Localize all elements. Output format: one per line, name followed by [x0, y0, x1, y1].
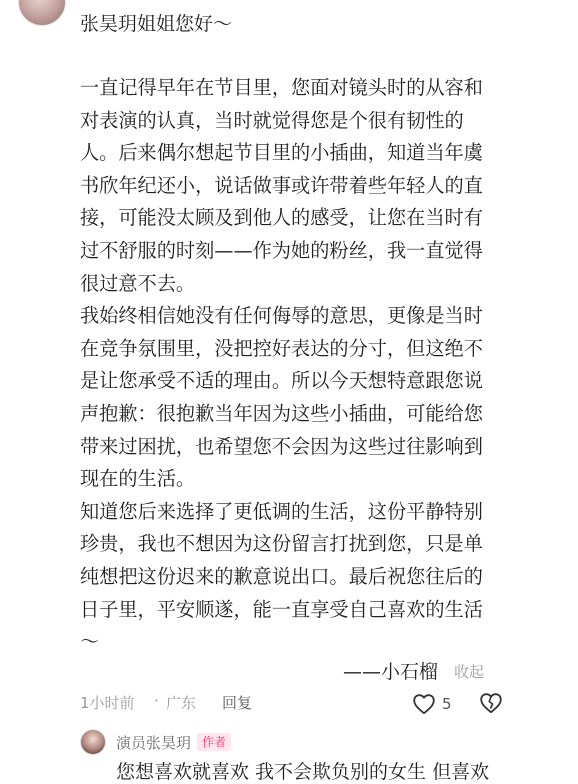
- meta-separator: ·: [154, 692, 159, 710]
- comment-line: 现在的生活。: [80, 467, 196, 491]
- comment-signature: ——小石榴: [342, 661, 438, 683]
- heart-outline-icon: [412, 693, 436, 715]
- comment-paragraph: [80, 72, 550, 300]
- signature-row: [0, 656, 578, 688]
- collapse-button[interactable]: 收起: [453, 663, 484, 681]
- author-reply-text: 您想喜欢就喜欢 我不会欺负别的女生 但喜欢: [116, 761, 490, 783]
- comment-line: 一直记得早年在节目里，您面对镜头时的从容和: [80, 76, 483, 99]
- comment-line: 是让您承受不适的理由。所以今天想特意跟您说: [80, 369, 483, 393]
- comment-line: 带来过困扰，也希望您不会因为这些过往影响到: [80, 434, 483, 458]
- author-avatar[interactable]: [80, 729, 106, 755]
- commenter-avatar[interactable]: [18, 0, 66, 26]
- comment-line: 书欣年纪还小，说话做事或许带着些年轻人的直: [80, 173, 483, 197]
- comment-paragraph: [80, 300, 550, 496]
- dislike-button[interactable]: [479, 692, 503, 716]
- comment-line: 在竞争氛围里，没把控好表达的分寸，但这绝不: [80, 336, 483, 360]
- comment-line: 很过意不去。: [80, 271, 196, 295]
- comment-time: 1小时前: [80, 694, 135, 712]
- author-reply-header: [80, 728, 231, 756]
- comment-line: 知道您后来选择了更低调的生活，这份平静特别: [80, 499, 483, 523]
- comment-line: 接，可能没太顾及到他人的感受，让您在当时有: [80, 206, 483, 230]
- like-button[interactable]: [412, 692, 452, 716]
- comment-line: 我始终相信她没有任何侮辱的意思，更像是当时: [80, 304, 483, 328]
- broken-heart-outline-icon: [479, 692, 503, 714]
- comment-line: ～: [80, 630, 100, 654]
- comment-line: 人。后来偶尔想起节目里的小插曲，知道当年虞: [80, 141, 483, 165]
- comment-paragraph: [80, 496, 550, 659]
- author-badge: 作者: [197, 733, 231, 751]
- reply-button[interactable]: 回复: [222, 694, 253, 712]
- comment-greeting: 张昊玥姐姐您好～: [80, 13, 233, 35]
- author-name[interactable]: 演员张昊玥: [116, 733, 192, 752]
- like-count: 5: [442, 695, 452, 713]
- comment-line: 纯想把这份迟来的歉意说出口。最后祝您往后的: [80, 564, 483, 588]
- comment-line: 日子里，平安顺遂，能一直享受自己喜欢的生活: [80, 597, 483, 621]
- comment-line: 对表演的认真，当时就觉得您是个很有韧性的: [80, 108, 464, 132]
- comment-location: 广东: [166, 694, 197, 712]
- comment-line: 过不舒服的时刻——作为她的粉丝，我一直觉得: [80, 238, 483, 262]
- comment-line: 声抱歉：很抱歉当年因为这些小插曲，可能给您: [80, 401, 483, 425]
- comment-line: 珍贵，我也不想因为这份留言打扰到您，只是单: [80, 532, 483, 556]
- comment-body: [80, 72, 550, 659]
